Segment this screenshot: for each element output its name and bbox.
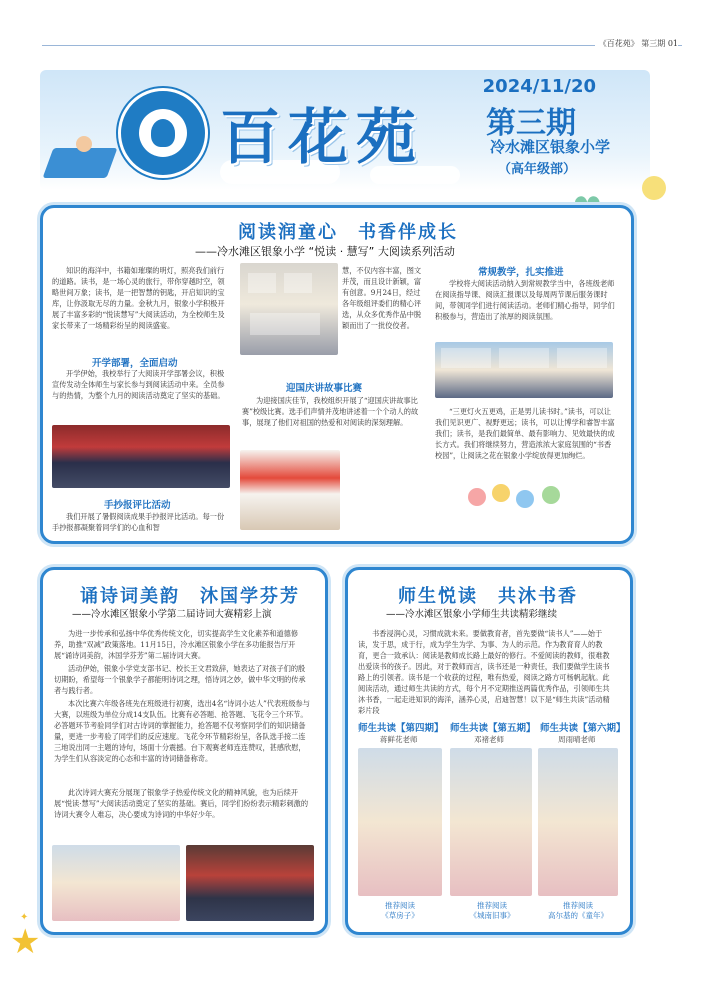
poetry-paragraph: 此次诗词大赛充分展现了银象学子热爱传统文化的精神风貌，也为后续开展“悦读·慧写”大阅读活动奠定了坚实的基础。赛后，同学们纷纷表示精彩刺激的诗词大赛令人难忘，决心要成为诗词的中华好少年。: [54, 788, 309, 819]
shared-reading-issue-heading: 师生共读【第四期】: [358, 723, 444, 734]
teacher-student-photo: [538, 748, 618, 896]
newspaper-title: 百花苑: [220, 103, 424, 173]
feature-title: 阅读润童心 书香伴成长: [238, 222, 458, 243]
star-icon: ★: [10, 922, 41, 962]
poetry-title: 诵诗词美韵 沐国学芬芳: [80, 586, 300, 607]
feature-paragraph: 为迎接国庆佳节，我校组织开展了“迎国庆讲故事比赛”校级比赛。选手们声情并茂地讲述着一个个动人的故事，展现了他们对祖国的热爱和对阅读的深刻理解。: [242, 396, 419, 427]
shared-reading-issue-heading: 师生共读【第六期】: [540, 723, 626, 734]
header-rule: [42, 45, 682, 46]
recommended-book: 《草房子》: [381, 911, 419, 920]
poetry-hall-photo: [186, 845, 314, 921]
grade-label: （高年级部）: [497, 162, 576, 177]
teacher-student-photo: [450, 748, 532, 896]
poetry-paragraph: 本次比赛六年级各班先在班级进行初赛，选出4名“诗词小达人”代表班级参与大赛，以班级为单位分成14支队伍。比赛有必答题、抢答题、飞花令三个环节。必答题环节考验同学们对古诗词的掌握能力，抢答题不仅考察同学们的知识储备量，更进一步考验了同学们的反应速度。飞花令环节精彩纷呈，各队选手接二连三地说出同一主题的诗句，场面十分震撼。台下观赛老师连连赞叹，甚感欣慰，为学生们从容淡定的心态和丰富的诗词储备称奇。: [54, 699, 310, 763]
feature-subtitle: ——冷水滩区银象小学 “悦读 · 慧写” 大阅读系列活动: [195, 245, 455, 258]
shared-reading-issue-heading: 师生共读【第五期】: [450, 723, 536, 734]
recommended-reading: [452, 901, 532, 921]
teacher-student-photo: [358, 748, 442, 896]
handwritten-newspaper-photo: [240, 263, 338, 355]
feature-subheading: 开学部署，全面启动: [92, 358, 178, 369]
recommended-reading: [538, 901, 618, 921]
poetry-stage-photo: [52, 845, 180, 921]
sparkle-icon: ✦: [20, 912, 29, 923]
child-illustration: [76, 136, 92, 152]
reading-children-illustration: [460, 480, 580, 528]
meeting-photo: [52, 425, 230, 488]
recommended-book: 《城南旧事》: [469, 911, 515, 920]
poetry-paragraph: 为进一步传承和弘扬中华优秀传统文化，切实提高学生文化素养和道德修养，助推“双减”政策落地。11月15日，冷水滩区银象小学在多功能报告厅开展“诵诗词美韵，沐国学芬芳”第二届诗词大赛。: [54, 629, 299, 660]
feature-paragraph: 学校将大阅读活动纳入到常规教学当中，各班级老师在阅读指导课、阅读汇报课以及每周两节课后服务课时间，带领同学们进行阅读活动。老师们精心指导，同学们积极参与，营造出了浓厚的阅读氛围。: [435, 279, 615, 321]
feature-subheading: 迎国庆讲故事比赛: [286, 383, 363, 394]
elephant-icon: [139, 109, 187, 157]
book-illustration: [43, 148, 118, 178]
classroom-photo: [435, 342, 613, 398]
teacher-name: 周雨晴老师: [558, 735, 596, 744]
poetry-subtitle: ——冷水滩区银象小学第二届诗词大赛精彩上演: [72, 609, 272, 620]
recommended-reading: [360, 901, 440, 921]
shared-reading-subtitle: ——冷水滩区银象小学师生共读精彩继续: [386, 609, 558, 620]
feature-paragraph: 慧，不仅内容丰富，图文并茂，而且设计新颖，富有创意。9月24日，经过各年级组评委们的精心评选，从众多优秀作品中脱颖而出了一批佼佼者。: [342, 266, 422, 330]
issue-number: 第三期: [486, 106, 576, 141]
sun-icon: [642, 176, 666, 200]
feature-paragraph: 我们开展了暑假阅读成果手抄报评比活动。每一份手抄报都凝聚着同学们的心血和智: [52, 512, 225, 532]
recommended-book: 高尔基的《童年》: [548, 911, 608, 920]
feature-subheading: 手抄报评比活动: [104, 500, 171, 511]
feature-paragraph: 知识的海洋中，书籍如璀璨的明灯，照亮我们前行的道路。读书，是一场心灵的旅行，带你穿越时空，领略世间万象；读书，是一把智慧的钥匙，开启知识的宝库，让你汲取无尽的力量。金秋九月，银象小学积极开展了丰富多彩的“悦读慧写”大阅读活动，为全校师生及家长带来了一场精彩纷呈的阅读盛宴。: [52, 266, 225, 330]
storytelling-photo: [240, 450, 340, 530]
masthead: [40, 70, 650, 190]
issue-date: 2024/11/20: [482, 76, 596, 97]
school-name: 冷水滩区银象小学: [489, 138, 610, 156]
teacher-name: 蒋鲜花老师: [380, 735, 418, 744]
poetry-paragraph: 活动伊始，银象小学党支部书记、校长王文君致辞，她表达了对孩子们的殷切期盼，希望每一个银象学子都能明诗词之理，悟诗词之妙，做中华文明的传承者与践行者。: [54, 664, 306, 695]
recommended-label: 推荐阅读: [477, 901, 507, 910]
recommended-label: 推荐阅读: [385, 901, 415, 910]
recommended-label: 推荐阅读: [563, 901, 593, 910]
shared-reading-paragraph: 书香浸润心灵，习惯成就未来。要做教育者，首先要做“读书人”——始于读，发于思，成于行，成为学生为学、为事、为人的示范。作为教育育人的教育，更合一致承认：阅读是教师成长路上最好的修行。不爱阅读的教师，很难教出爱读书的孩子。因此，对于教师而言，读书还是一种责任，我们要做学生读书路上的引领者。读书是一个收获的过程，唯有热爱，阅读之路方可杨帆起航。此阅读活动，通过师生共读的方式，每个月不定期推送两篇优秀作品，引领师生共沐书香，一起走进知识的海洋，涵养心灵，启迪智慧！以下是“师生共读”活动精彩片段: [358, 629, 610, 715]
feature-paragraph: 开学伊始，我校举行了大阅读开学部署会议，积极宣传发动全体师生与家长参与到阅读活动中来。全员参与的热情，为整个九月的阅读活动奠定了坚实的基础。: [52, 369, 225, 400]
page-info: 《百花苑》 第三期 01: [595, 38, 678, 49]
feature-subheading: 常规教学，扎实推进: [478, 267, 564, 278]
school-logo: [118, 88, 208, 178]
feature-paragraph: “三更灯火五更鸡，正是男儿读书时。”读书，可以让我们见识更广、视野更远；读书，可以让博学和睿智丰富我们；读书，是我们最简单、最有影响力、见效最快的成长方式。我们将继续努力，营造浓浓大家庭氛围的“书香校园”，让阅读之花在银象小学绽放得更加绚烂。: [435, 407, 615, 460]
shared-reading-title: 师生悦读 共沐书香: [398, 586, 578, 607]
teacher-name: 邓褚老师: [474, 735, 504, 744]
